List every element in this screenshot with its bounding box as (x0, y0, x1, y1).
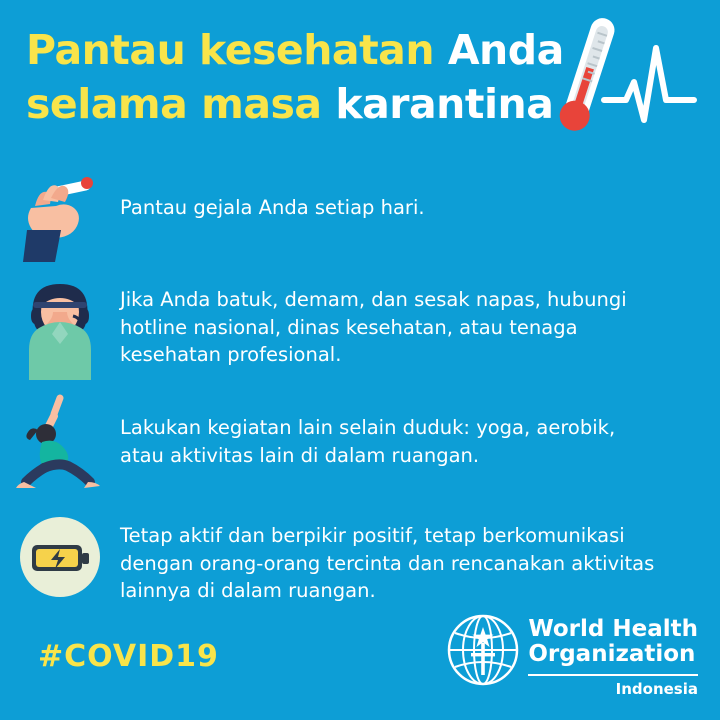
hashtag-covid19: #COVID19 (38, 639, 219, 674)
page-title (26, 28, 566, 128)
who-name-line2: Organization (528, 641, 696, 668)
tip-text-1: Pantau gejala Anda setiap hari. (120, 196, 425, 219)
tip-text-2: Jika Anda batuk, demam, dan sesak napas, hubungi hotline nasional, dinas kesehatan, atau tenaga kesehatan profesional. (120, 288, 627, 367)
headline-line2-yellow: selama masa (26, 79, 322, 128)
tip-text-3: Lakukan kegiatan lain selain duduk: yoga, aerobik, atau aktivitas lain di dalam ruangan. (120, 416, 616, 467)
yoga-pose-icon (0, 388, 120, 496)
headline-line1-white: Anda (447, 26, 564, 74)
who-name-line1: World Health (528, 616, 698, 643)
list-item (0, 504, 720, 610)
headline-line1-yellow: Pantau kesehatan (26, 26, 435, 74)
who-logo-block (446, 613, 698, 698)
who-country: Indonesia (528, 674, 698, 698)
woman-with-headset-icon (0, 270, 120, 382)
charged-battery-icon (0, 504, 120, 610)
tip-text-4: Tetap aktif dan berpikir positif, tetap berkomunikasi dengan orang-orang tercinta dan rencanakan aktivitas lainnya di dalam ruangan. (120, 524, 655, 603)
hand-holding-thermometer-icon (0, 168, 120, 264)
thermometer-heartbeat-icon (542, 8, 702, 148)
who-name (528, 613, 698, 698)
list-item (0, 168, 720, 264)
headline-line2-white: karantina (335, 79, 554, 128)
who-emblem-icon (446, 613, 520, 687)
list-item (0, 270, 720, 382)
tips-list (0, 168, 720, 616)
list-item (0, 388, 720, 496)
